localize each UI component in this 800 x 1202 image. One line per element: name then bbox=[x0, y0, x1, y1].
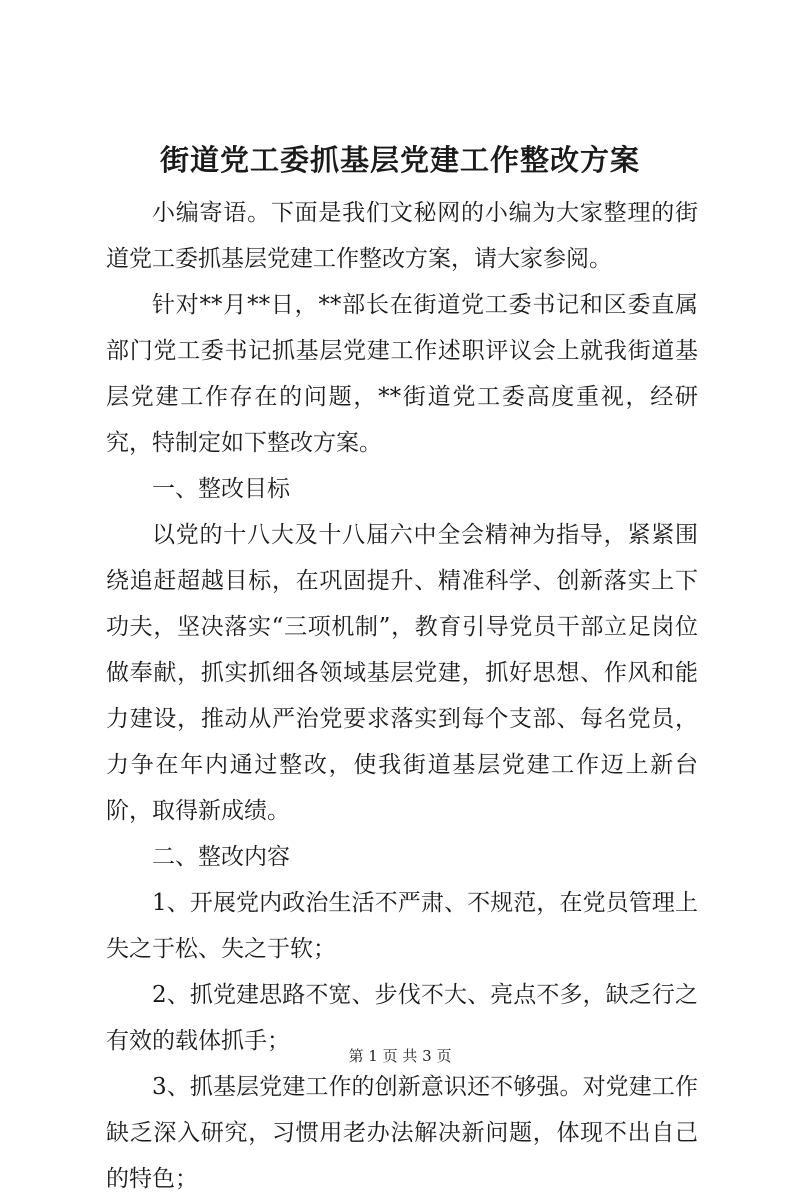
paragraph-intro: 小编寄语。下面是我们文秘网的小编为大家整理的街道党工委抓基层党建工作整改方案，请大家参阅。 bbox=[106, 200, 698, 272]
page-number-footer: 第 1 页 共 3 页 bbox=[348, 1047, 452, 1065]
list-item-1: 1、开展党内政治生活不严肃、不规范，在党员管理上失之于松、失之于软； bbox=[106, 890, 698, 962]
section-heading-content: 二、整改内容 bbox=[152, 844, 290, 870]
document-title: 街道党工委抓基层党建工作整改方案 bbox=[159, 143, 640, 177]
list-item-2: 2、抓党建思路不宽、步伐不大、亮点不多，缺乏行之有效的载体抓手； bbox=[106, 982, 698, 1054]
paragraph-background: 针对**月**日，**部长在街道党工委书记和区委直属部门党工委书记抓基层党建工作述职评议会上就我街道基层党建工作存在的问题，**街道党工委高度重视，经研究，特制定如下整改方案。 bbox=[106, 292, 698, 456]
paragraph-goals: 以党的十八大及十八届六中全会精神为指导，紧紧围绕追赶超越目标，在巩固提升、精准科学、创新落实上下功夫，坚决落实“三项机制”，教育引导党员干部立足岗位做奉献，抓实抓细各领域基层党建，抓好思想、作风和能力建设，推动从严治党要求落实到每个支部、每名党员，力争在年内通过整改，使我街道基层党建工作迈上新台阶，取得新成绩。 bbox=[106, 522, 698, 824]
section-heading-goals: 一、整改目标 bbox=[152, 476, 290, 502]
list-item-3: 3、抓基层党建工作的创新意识还不够强。对党建工作缺乏深入研究，习惯用老办法解决新问题，体现不出自己的特色； bbox=[106, 1074, 698, 1192]
